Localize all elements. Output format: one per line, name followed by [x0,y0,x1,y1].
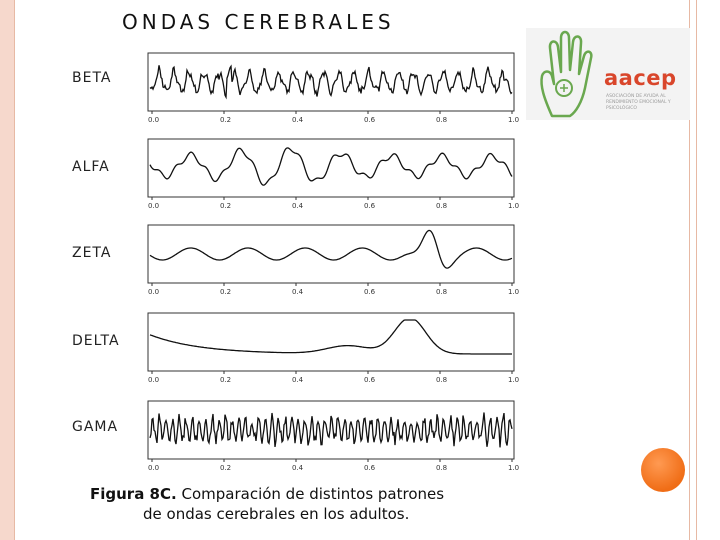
axis-tick-label: 1.0 [508,116,520,124]
caption-line-2: de ondas cerebrales en los adultos. [143,505,410,523]
axis-tick-label: 0.6 [364,376,376,384]
axis-tick-label: 0.8 [436,464,448,472]
plot-frame [148,313,514,371]
wave-label-gama: GAMA [72,419,119,435]
axis-tick-label: 1.0 [508,202,520,210]
axis-tick-label: 0.0 [148,376,160,384]
wave-label-alfa: ALFA [72,159,110,175]
slide-left-edge [0,0,14,540]
wave-plot-alfa [148,138,518,208]
wave-plot-beta [148,52,518,122]
logo-subtitle: ASOCIACIÓN DE AYUDA AL RENDIMIENTO EMOCIONAL Y PSICOLÓGICO [606,94,671,111]
axis-tick-label: 0.4 [292,202,304,210]
axis-tick-label: 0.6 [364,202,376,210]
figure-number: Figura 8C. [90,485,177,503]
delta-wave [150,320,512,354]
axis-tick-label: 0.0 [148,464,160,472]
axis-tick-label: 0.6 [364,116,376,124]
axis-tick-label: 0.8 [436,202,448,210]
axis-tick-label: 0.2 [220,288,232,296]
gama-wave [150,413,512,448]
axis-tick-label: 1.0 [508,464,520,472]
wave-label-delta: DELTA [72,333,120,349]
wave-plot-delta [148,312,518,382]
axis-tick-label: 0.4 [292,464,304,472]
aacep-logo [526,28,690,120]
wave-label-beta: BETA [72,70,112,86]
axis-tick-label: 1.0 [508,288,520,296]
wave-plot-gama [148,400,518,470]
beta-wave [150,65,512,97]
slide-left-edge-line [14,0,15,540]
axis-tick-label: 0.2 [220,202,232,210]
wave-plot-zeta [148,224,518,294]
slide-title: ONDAS CEREBRALES [122,10,395,34]
axis-tick-label: 0.6 [364,288,376,296]
plot-frame [148,53,514,111]
axis-tick-label: 0.8 [436,288,448,296]
plot-frame [148,225,514,283]
zeta-wave [150,230,512,268]
axis-tick-label: 0.6 [364,464,376,472]
axis-tick-label: 0.2 [220,376,232,384]
caption-line-1: Comparación de distintos patrones [181,485,445,503]
axis-tick-label: 0.0 [148,116,160,124]
hand-icon [534,28,604,120]
axis-tick-label: 0.4 [292,116,304,124]
slide-right-edge-line-2 [696,0,697,540]
logo-wordmark: aacep [604,66,677,90]
axis-tick-label: 0.8 [436,116,448,124]
axis-tick-label: 0.0 [148,202,160,210]
axis-tick-label: 0.0 [148,288,160,296]
axis-tick-label: 0.2 [220,464,232,472]
axis-tick-label: 0.4 [292,288,304,296]
figure-caption [90,484,520,524]
axis-tick-label: 0.8 [436,376,448,384]
alfa-wave [150,148,512,185]
axis-tick-label: 0.2 [220,116,232,124]
wave-label-zeta: ZETA [72,245,112,261]
axis-tick-label: 1.0 [508,376,520,384]
axis-tick-label: 0.4 [292,376,304,384]
decorative-orange-circle [641,448,685,492]
